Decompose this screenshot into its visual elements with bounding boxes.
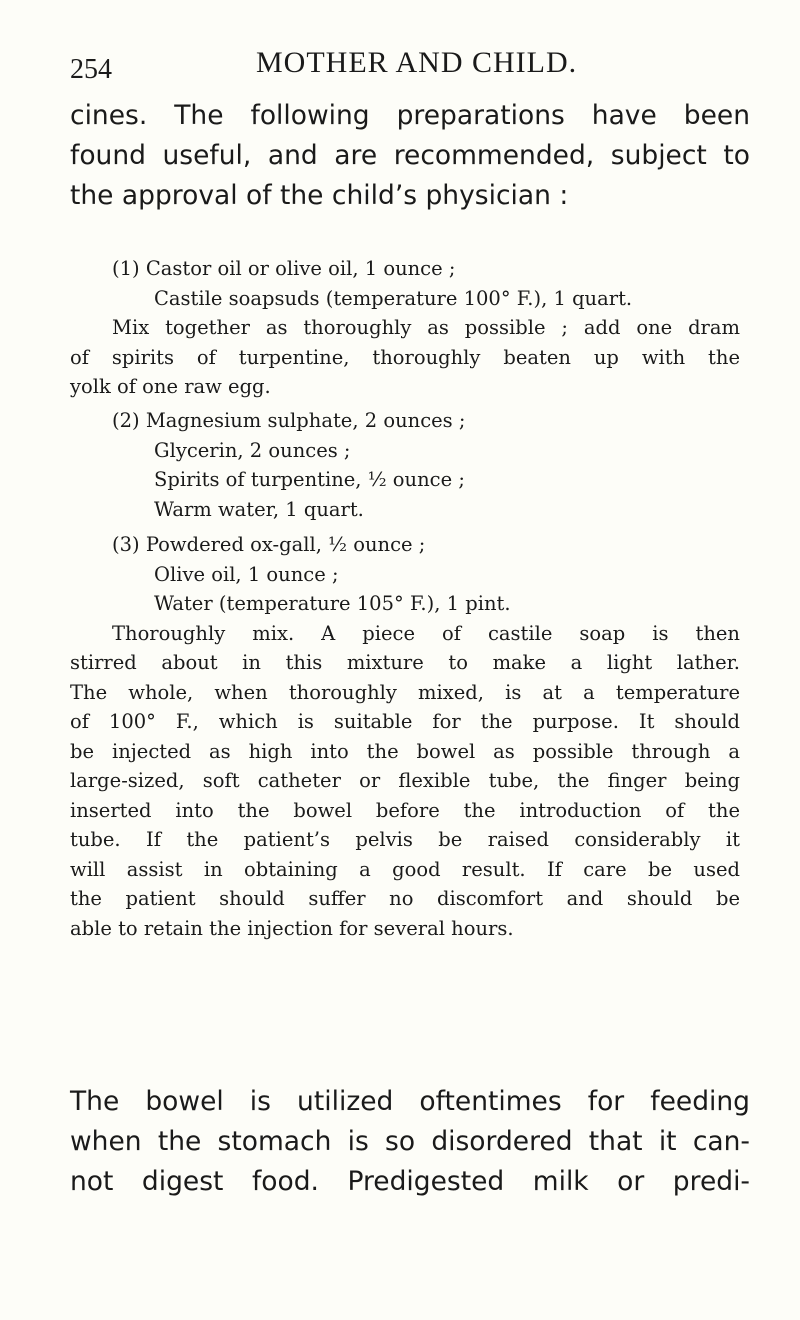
running-head bbox=[70, 34, 740, 84]
text-line: not digest food. Predigested milk or predi- bbox=[70, 1166, 750, 1197]
instruction-line: large-sized, soft catheter or flexible tube, the finger being bbox=[70, 769, 740, 792]
instruction-line: will assist in obtaining a good result. If care be used bbox=[70, 857, 740, 881]
instruction-line: tube. If the patient’s pelvis be raised considerably it bbox=[70, 828, 740, 851]
recipe-line: Water (temperature 105° F.), 1 pint. bbox=[154, 592, 511, 615]
instruction-line: Thoroughly mix. A piece of castile soap is then bbox=[112, 621, 740, 645]
recipe-note-line: Mix together as thoroughly as possible ; add one dram bbox=[112, 316, 740, 339]
recipe-3 bbox=[70, 530, 740, 943]
closing-paragraph bbox=[70, 1082, 750, 1202]
recipe-line: Spirits of turpentine, ½ ounce ; bbox=[154, 468, 465, 491]
instruction-line: able to retain the injection for several hours. bbox=[70, 916, 514, 940]
recipe-line: (3) Powdered ox-gall, ½ ounce ; bbox=[112, 533, 426, 556]
recipe-note-line: of spirits of turpentine, thoroughly beaten up with the bbox=[70, 345, 740, 369]
running-title: MOTHER AND CHILD. bbox=[256, 46, 578, 79]
instruction-line: be injected as high into the bowel as possible through a bbox=[70, 739, 740, 763]
recipe-line: Castile soapsuds (temperature 100° F.), 1 quart. bbox=[154, 286, 633, 310]
recipe-line: Glycerin, 2 ounces ; bbox=[154, 438, 351, 462]
instruction-line: The whole, when thoroughly mixed, is at a temperature bbox=[70, 680, 740, 704]
page-number: 254 bbox=[70, 54, 112, 85]
text-line: The bowel is utilized oftentimes for feeding bbox=[70, 1086, 750, 1117]
text-line: found useful, and are recommended, subject to bbox=[70, 140, 750, 171]
instruction-line: of 100° F., which is suitable for the purpose. It should bbox=[70, 710, 740, 733]
text-line: the approval of the child’s physician : bbox=[70, 180, 569, 211]
instruction-line: inserted into the bowel before the introduction of the bbox=[70, 798, 740, 822]
text-line: cines. The following preparations have been bbox=[70, 100, 750, 131]
instruction-line: the patient should suffer no discomfort and should be bbox=[70, 887, 740, 910]
recipe-line: (1) Castor oil or olive oil, 1 ounce ; bbox=[112, 257, 456, 280]
instruction-line: stirred about in this mixture to make a light lather. bbox=[70, 651, 740, 674]
recipe-line: Warm water, 1 quart. bbox=[154, 497, 364, 521]
recipe-1 bbox=[70, 254, 740, 402]
recipe-2 bbox=[70, 406, 740, 524]
recipe-line: Olive oil, 1 ounce ; bbox=[154, 562, 339, 586]
recipe-line: (2) Magnesium sulphate, 2 ounces ; bbox=[112, 409, 466, 432]
recipe-note-line: yolk of one raw egg. bbox=[70, 375, 271, 398]
intro-paragraph bbox=[70, 96, 750, 216]
text-line: when the stomach is so disordered that it can- bbox=[70, 1126, 750, 1157]
